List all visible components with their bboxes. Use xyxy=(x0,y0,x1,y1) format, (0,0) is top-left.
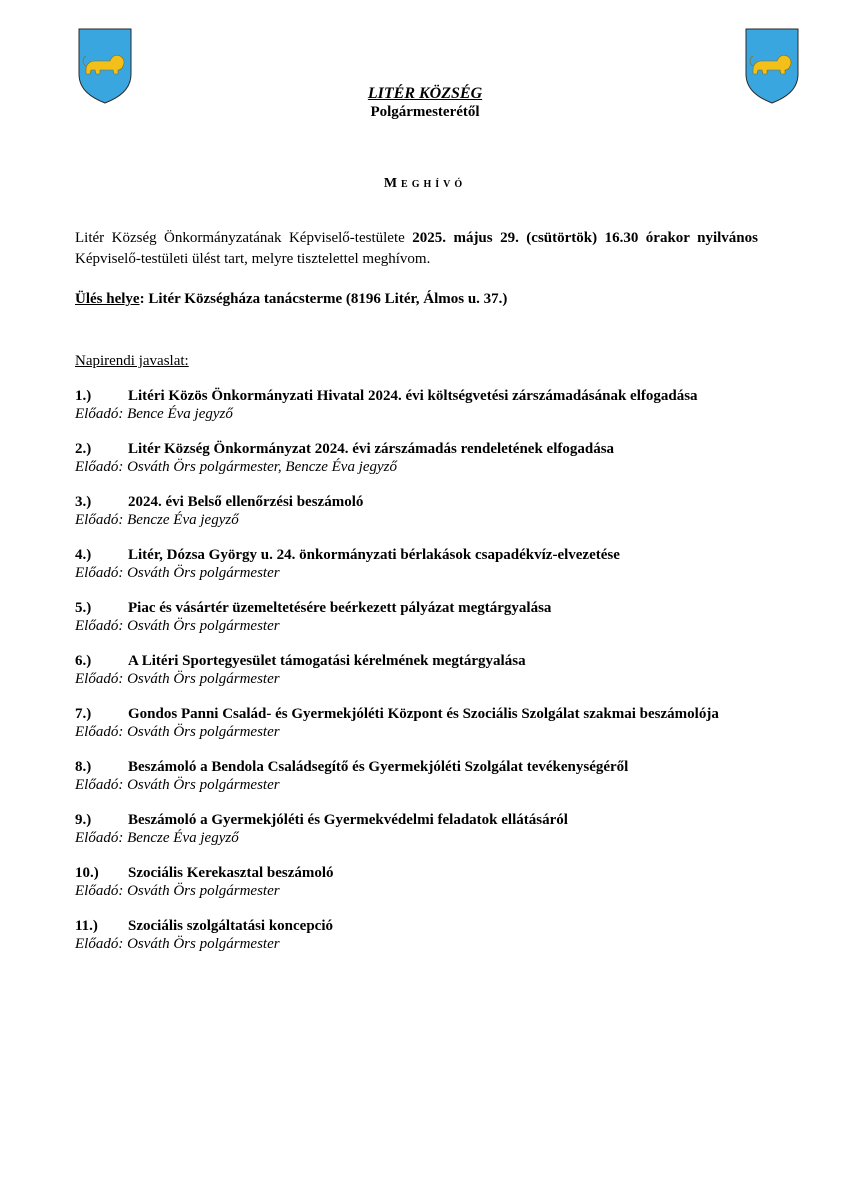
agenda-item-speaker: Előadó: Bencze Éva jegyző xyxy=(75,511,239,528)
agenda-item-speaker: Előadó: Osváth Örs polgármester xyxy=(75,776,280,793)
letterhead xyxy=(0,84,850,122)
agenda-item xyxy=(75,388,758,423)
agenda-item-number: 7.) xyxy=(75,706,92,722)
agenda-item-speaker: Előadó: Osváth Örs polgármester, Bencze Éva jegyző xyxy=(75,458,398,475)
agenda-item xyxy=(75,494,758,529)
invitation-text xyxy=(75,228,758,270)
agenda-item-title xyxy=(75,600,758,618)
agenda-item xyxy=(75,653,758,688)
issuer-line: Polgármesterétől xyxy=(370,104,480,120)
agenda-item-text: Gondos Panni Család- és Gyermekjóléti Központ és Szociális Szolgálat szakmai beszámolója xyxy=(128,706,719,722)
agenda-item-number: 10.) xyxy=(75,865,99,881)
agenda-item-text: Litéri Közös Önkormányzati Hivatal 2024. évi költségvetési zárszámadásának elfogadása xyxy=(128,388,698,404)
agenda-item-text: Beszámoló a Bendola Családsegítő és Gyermekjóléti Szolgálat tevékenységéről xyxy=(128,759,629,775)
place-value: : Litér Községháza tanácsterme (8196 Litér, Álmos u. 37.) xyxy=(139,291,508,307)
agenda-item-title xyxy=(75,865,758,883)
agenda-item-text: Beszámoló a Gyermekjóléti és Gyermekvédelmi feladatok ellátásáról xyxy=(128,812,568,828)
document-title: Meghívó xyxy=(383,176,467,191)
agenda-item-title xyxy=(75,494,758,512)
agenda-item xyxy=(75,547,758,582)
agenda-item-number: 1.) xyxy=(75,388,92,404)
agenda-item-title xyxy=(75,441,758,459)
agenda-item-title xyxy=(75,918,758,936)
agenda-item-title xyxy=(75,547,758,565)
agenda-item-speaker: Előadó: Osváth Örs polgármester xyxy=(75,935,280,952)
agenda-item-number: 11.) xyxy=(75,918,98,934)
agenda-item-text: A Litéri Sportegyesület támogatási kérelmének megtárgyalása xyxy=(128,653,526,669)
meeting-place xyxy=(75,289,758,309)
agenda-list xyxy=(75,388,758,971)
agenda-item-title xyxy=(75,812,758,830)
meeting-date: 2025. május 29. (csütörtök) 16.30 órakor nyilvános xyxy=(412,230,758,246)
agenda-item-speaker: Előadó: Osváth Örs polgármester xyxy=(75,670,280,687)
agenda-item-number: 5.) xyxy=(75,600,92,616)
agenda-item xyxy=(75,865,758,900)
agenda-item-speaker: Előadó: Osváth Örs polgármester xyxy=(75,723,280,740)
agenda-item-speaker: Előadó: Osváth Örs polgármester xyxy=(75,882,280,899)
agenda-item-text: Litér, Dózsa György u. 24. önkormányzati bérlakások csapadékvíz-elvezetése xyxy=(128,547,620,563)
agenda-item-number: 4.) xyxy=(75,547,92,563)
agenda-item-title xyxy=(75,759,758,777)
agenda-item-number: 2.) xyxy=(75,441,92,457)
agenda-item-title xyxy=(75,653,758,671)
agenda-item-number: 6.) xyxy=(75,653,92,669)
agenda-item-text: Piac és vásártér üzemeltetésére beérkezett pályázat megtárgyalása xyxy=(128,600,552,616)
agenda-item-number: 3.) xyxy=(75,494,92,510)
agenda-item xyxy=(75,441,758,476)
intro-part2: Képviselő-testületi ülést tart, melyre tisztelettel meghívom. xyxy=(75,251,431,267)
agenda-item xyxy=(75,706,758,741)
agenda-item-number: 9.) xyxy=(75,812,92,828)
municipality-name: LITÉR KÖZSÉG xyxy=(367,85,483,102)
agenda-item xyxy=(75,759,758,794)
intro-part1: Litér Község Önkormányzatának Képviselő-testülete xyxy=(75,230,413,246)
agenda-item-speaker: Előadó: Bencze Éva jegyző xyxy=(75,829,239,846)
agenda-item-speaker: Előadó: Bence Éva jegyző xyxy=(75,405,233,422)
agenda-item-text: 2024. évi Belső ellenőrzési beszámoló xyxy=(128,494,364,510)
agenda-item xyxy=(75,918,758,953)
agenda-item-speaker: Előadó: Osváth Örs polgármester xyxy=(75,564,280,581)
place-label: Ülés helye xyxy=(75,291,140,307)
agenda-heading: Napirendi javaslat: xyxy=(75,353,189,369)
agenda-item-text: Szociális Kerekasztal beszámoló xyxy=(128,865,334,881)
agenda-item-number: 8.) xyxy=(75,759,92,775)
agenda-item xyxy=(75,812,758,847)
agenda-item-title xyxy=(75,706,758,724)
agenda-item-text: Szociális szolgáltatási koncepció xyxy=(128,918,333,934)
agenda-item-speaker: Előadó: Osváth Örs polgármester xyxy=(75,617,280,634)
agenda-item xyxy=(75,600,758,635)
agenda-item-text: Litér Község Önkormányzat 2024. évi zárszámadás rendeletének elfogadása xyxy=(128,441,615,457)
agenda-item-title xyxy=(75,388,758,406)
